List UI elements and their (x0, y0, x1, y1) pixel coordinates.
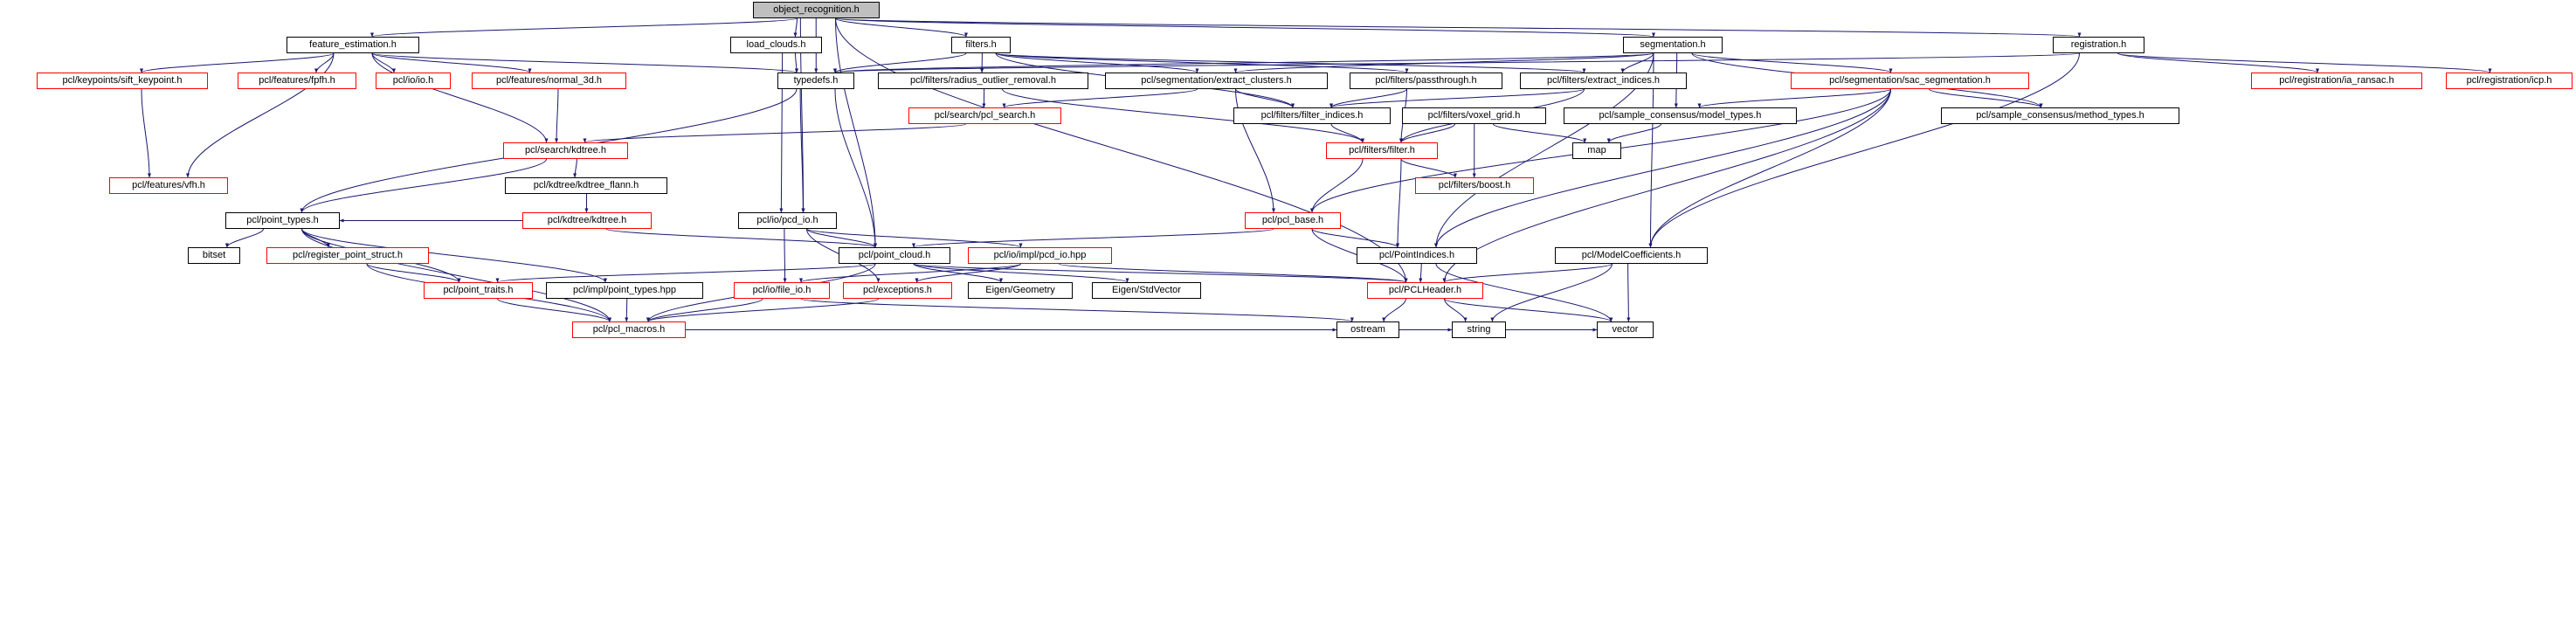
graph-edge (498, 264, 876, 282)
graph-edge (1331, 89, 1407, 107)
graph-edge (796, 18, 798, 37)
graph-node[interactable] (753, 2, 880, 18)
graph-node-label: pcl/segmentation/sac_segmentation.h (1829, 75, 1991, 86)
graph-edge (1700, 89, 1891, 107)
graph-edge (372, 53, 530, 73)
graph-node-label: pcl/filters/passthrough.h (1375, 75, 1477, 86)
graph-edge (1005, 89, 1198, 107)
graph-edge (1060, 264, 1406, 282)
graph-node[interactable] (1520, 73, 1687, 89)
graph-node-label: pcl/filters/extract_indices.h (1547, 75, 1660, 86)
graph-node-label: pcl/filters/voxel_grid.h (1427, 110, 1521, 121)
graph-node[interactable] (546, 282, 703, 299)
graph-edge (835, 53, 966, 73)
graph-edge (996, 53, 1406, 73)
graph-node-label: pcl/search/pcl_search.h (934, 110, 1036, 121)
graph-edge (372, 18, 798, 37)
graph-node[interactable] (1350, 73, 1502, 89)
graph-node[interactable] (522, 212, 652, 229)
graph-edge (836, 18, 2080, 37)
graph-node[interactable] (225, 212, 340, 229)
graph-node-label: filters.h (965, 39, 997, 50)
graph-node[interactable] (839, 247, 950, 264)
graph-node[interactable] (37, 73, 208, 89)
graph-edge (1628, 264, 1629, 322)
graph-edge (227, 229, 264, 247)
graph-edge (302, 229, 329, 247)
graph-node[interactable] (238, 73, 356, 89)
graph-node[interactable] (424, 282, 533, 299)
graph-node-label: pcl/register_point_struct.h (293, 250, 403, 260)
graph-node[interactable] (1357, 247, 1477, 264)
graph-node-label: pcl/kdtree/kdtree.h (547, 215, 627, 225)
graph-edge (1236, 53, 1654, 73)
graph-edge (606, 229, 875, 247)
graph-node-label: vector (1612, 324, 1639, 335)
graph-edge (372, 53, 797, 73)
graph-edge (648, 299, 879, 322)
graph-edge (1401, 159, 1455, 177)
graph-edge (372, 53, 394, 73)
graph-edge (801, 264, 1021, 282)
graph-node-label: pcl/io/file_io.h (752, 285, 811, 295)
graph-edge (575, 159, 577, 177)
graph-edge (807, 229, 876, 247)
graph-node[interactable] (1623, 37, 1723, 53)
graph-node[interactable] (1791, 73, 2029, 89)
graph-node[interactable] (1402, 107, 1546, 124)
graph-edge (1692, 53, 1891, 73)
graph-edge (917, 264, 1021, 282)
graph-node[interactable] (376, 73, 451, 89)
graph-edge (836, 18, 966, 37)
graph-node[interactable] (505, 177, 667, 194)
graph-node-label: pcl/features/fpfh.h (259, 75, 335, 86)
graph-edge (996, 53, 1197, 73)
graph-node-label: string (1467, 324, 1491, 335)
graph-node[interactable] (878, 73, 1088, 89)
graph-node[interactable] (734, 282, 830, 299)
graph-edge (1930, 89, 2041, 107)
graph-node-label: pcl/filters/boost.h (1438, 180, 1511, 190)
graph-node[interactable] (188, 247, 240, 264)
graph-edge (1445, 264, 1613, 282)
graph-node-label: pcl/sample_consensus/model_types.h (1599, 110, 1762, 121)
graph-node[interactable] (1941, 107, 2179, 124)
graph-node-label: pcl/point_cloud.h (858, 250, 931, 260)
graph-node[interactable] (1326, 142, 1438, 159)
graph-node-label: pcl/keypoints/sift_keypoint.h (62, 75, 183, 86)
graph-node-label: pcl/features/normal_3d.h (495, 75, 603, 86)
graph-edge (1312, 159, 1363, 212)
graph-node-label: pcl/registration/ia_ransac.h (2279, 75, 2394, 86)
graph-node[interactable] (2251, 73, 2422, 89)
graph-edge (2118, 53, 2318, 73)
graph-edge (835, 53, 2080, 73)
graph-node-label: pcl/filters/filter_indices.h (1260, 110, 1364, 121)
graph-edge (800, 89, 803, 212)
graph-edge (836, 18, 876, 247)
graph-edge (1623, 53, 1654, 73)
graph-node-label: Eigen/Geometry (985, 285, 1055, 295)
graph-edge (996, 53, 1584, 73)
graph-edge (142, 89, 149, 177)
graph-node-label: pcl/io/impl/pcd_io.hpp (993, 250, 1087, 260)
graph-node-label: object_recognition.h (773, 4, 860, 15)
graph-edge (836, 18, 1406, 282)
graph-edge (796, 53, 798, 73)
graph-node[interactable] (266, 247, 429, 264)
graph-node-label: feature_estimation.h (309, 39, 397, 50)
graph-node-label: pcl/io/pcd_io.h (756, 215, 818, 225)
graph-edge (801, 299, 1352, 322)
graph-node-label: pcl/impl/point_types.hpp (572, 285, 676, 295)
graph-edge (914, 264, 1406, 282)
graph-node[interactable] (777, 73, 854, 89)
graph-edge (626, 299, 627, 322)
graph-node[interactable] (287, 37, 419, 53)
graph-node-label: pcl/segmentation/extract_clusters.h (1141, 75, 1292, 86)
graph-node-label: load_clouds.h (746, 39, 806, 50)
graph-node-label: ostream (1350, 324, 1385, 335)
graph-node[interactable] (908, 107, 1061, 124)
graph-edge (648, 299, 763, 322)
graph-node[interactable] (503, 142, 628, 159)
graph-node-label: pcl/filters/radius_outlier_removal.h (910, 75, 1056, 86)
graph-edge (142, 53, 334, 73)
graph-node[interactable] (1572, 142, 1621, 159)
graph-node-label: registration.h (2070, 39, 2127, 50)
graph-edge (1384, 299, 1405, 322)
graph-edge (1331, 89, 1585, 107)
graph-edge (835, 53, 1654, 73)
graph-edge (914, 229, 1274, 247)
graph-node-label: pcl/ModelCoefficients.h (1581, 250, 1682, 260)
graph-node[interactable] (1105, 73, 1328, 89)
graph-node-label: pcl/pcl_base.h (1261, 215, 1324, 225)
graph-edge (1494, 124, 1585, 142)
graph-edge (585, 124, 966, 142)
graph-edge (1401, 124, 1455, 142)
graph-node[interactable] (968, 247, 1112, 264)
graph-node-label: pcl/point_types.h (246, 215, 319, 225)
graph-node[interactable] (1564, 107, 1797, 124)
graph-node-label: pcl/kdtree/kdtree_flann.h (533, 180, 639, 190)
graph-node[interactable] (730, 37, 822, 53)
graph-node[interactable] (1233, 107, 1391, 124)
graph-node[interactable] (1245, 212, 1341, 229)
graph-node-label: Eigen/StdVector (1112, 285, 1181, 295)
graph-node[interactable] (1555, 247, 1708, 264)
graph-node[interactable] (1336, 322, 1399, 338)
graph-edge (914, 264, 1128, 282)
graph-node-label: pcl/io/io.h (392, 75, 434, 86)
graph-edge (807, 229, 1021, 247)
graph-node[interactable] (1092, 282, 1201, 299)
graph-node-label: map (1587, 145, 1606, 156)
graph-node[interactable] (1367, 282, 1483, 299)
graph-edge (367, 264, 459, 282)
graph-edge (1420, 264, 1421, 282)
graph-node[interactable] (738, 212, 837, 229)
graph-node[interactable] (2446, 73, 2573, 89)
graph-node[interactable] (472, 73, 626, 89)
graph-node-label: pcl/exceptions.h (863, 285, 932, 295)
graph-node-label: pcl/PointIndices.h (1378, 250, 1455, 260)
graph-node-label: pcl/pcl_macros.h (592, 324, 666, 335)
graph-edge (498, 299, 611, 322)
graph-node-label: typedefs.h (793, 75, 839, 86)
graph-node[interactable] (1452, 322, 1506, 338)
graph-node[interactable] (951, 37, 1011, 53)
graph-node-label: pcl/filters/filter.h (1349, 145, 1415, 156)
graph-edge (1398, 159, 1401, 247)
graph-node[interactable] (1415, 177, 1534, 194)
graph-edge (316, 53, 334, 73)
graph-edge (1492, 264, 1612, 322)
graph-edge (1236, 89, 1294, 107)
graph-node-label: pcl/registration/icp.h (2466, 75, 2552, 86)
graph-node-label: pcl/search/kdtree.h (525, 145, 606, 156)
graph-edge (835, 89, 875, 247)
graph-edge (1445, 299, 1466, 322)
graph-node[interactable] (968, 282, 1073, 299)
graph-edge (556, 89, 558, 142)
graph-node-label: pcl/point_traits.h (443, 285, 514, 295)
graph-edge (1331, 124, 1363, 142)
graph-node-label: pcl/PCLHeader.h (1388, 285, 1462, 295)
graph-edge (914, 264, 1001, 282)
graph-node-label: pcl/features/vfh.h (132, 180, 205, 190)
graph-node-label: segmentation.h (1640, 39, 1706, 50)
graph-edge (2118, 53, 2490, 73)
graph-node[interactable] (1597, 322, 1654, 338)
graph-node[interactable] (572, 322, 686, 338)
graph-edge (784, 229, 785, 282)
graph-node-label: bitset (202, 250, 226, 260)
graph-node[interactable] (843, 282, 952, 299)
graph-edge (1445, 299, 1612, 322)
graph-node[interactable] (109, 177, 228, 194)
graph-node[interactable] (2053, 37, 2144, 53)
graph-edge (1609, 124, 1661, 142)
graph-node-label: pcl/sample_consensus/method_types.h (1976, 110, 2144, 121)
graph-edge (302, 229, 611, 322)
graph-edge (1312, 229, 1398, 247)
graph-edge (372, 53, 547, 142)
graph-edge (836, 18, 1654, 37)
